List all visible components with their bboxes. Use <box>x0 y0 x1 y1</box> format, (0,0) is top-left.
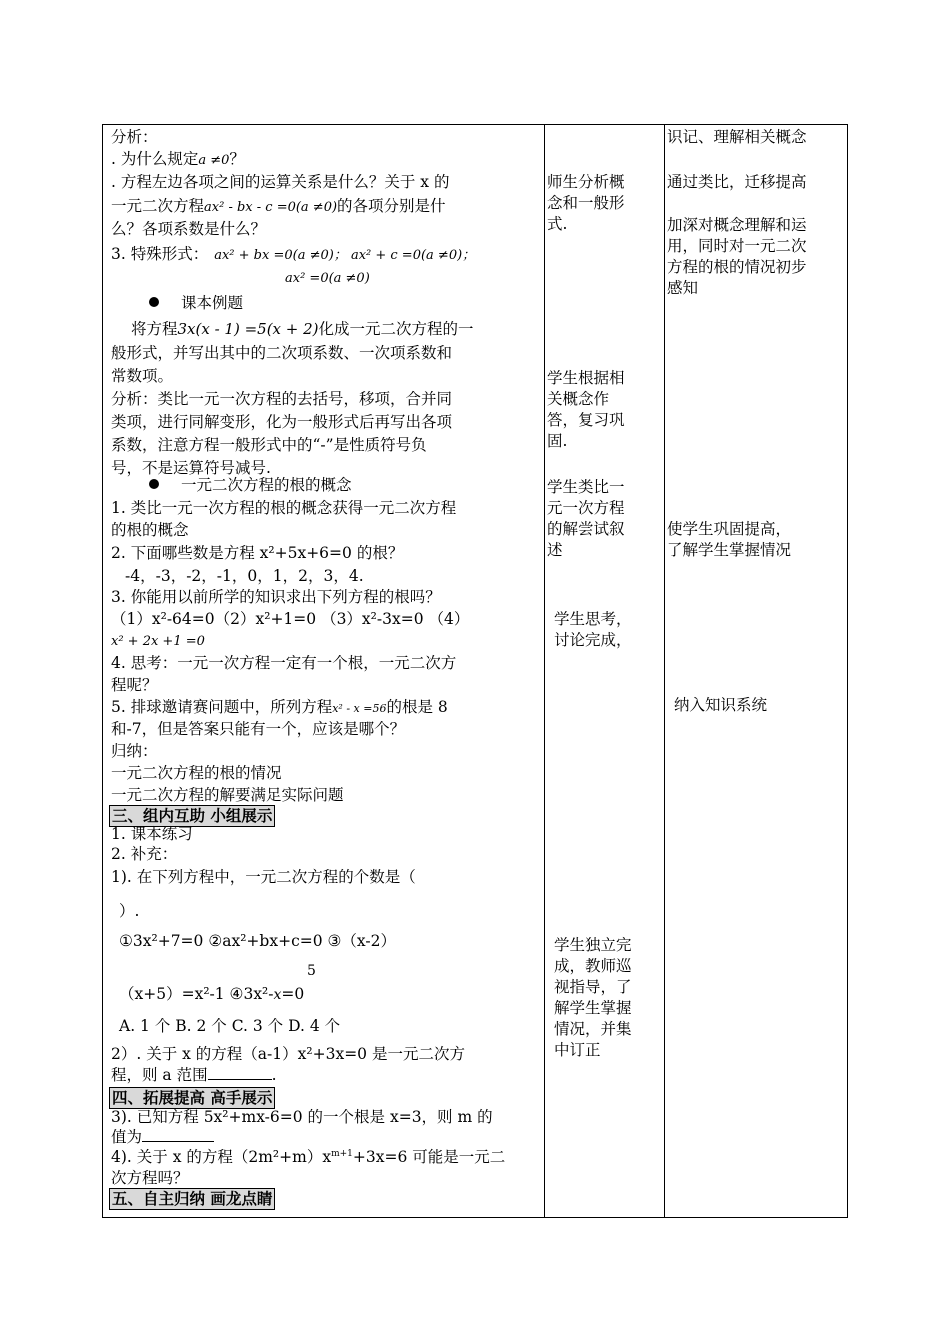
formula-special-form-3: ax² =0(a ≠0) <box>285 271 370 286</box>
section-4-heading: 四、拓展提高 高手展示 <box>109 1087 275 1109</box>
supplement-2-line-2: 程，则 a 范围 . <box>111 1066 277 1084</box>
supplement-2-line-1: 2）. 关于 x 的方程（a-1）x²+3x=0 是一元二次方 <box>111 1045 465 1063</box>
root-item-3-line-2: （1）x²-64=0（2）x²+1=0 （3）x²-3x=0 （4） <box>111 610 470 628</box>
section-5-heading: 五、自主归纳 画龙点睛 <box>109 1188 275 1210</box>
bullet-icon <box>149 297 159 307</box>
activity-column <box>103 125 545 1217</box>
bullet-root-concept: 一元二次方程的根的概念 <box>149 475 352 496</box>
root-item-2-line-2: -4，-3，-2，-1，0，1，2，3，4. <box>125 567 364 585</box>
answer-blank[interactable] <box>142 1141 214 1142</box>
example-line-2: 般形式，并写出其中的二次项系数、一次项系数和 <box>111 344 453 362</box>
root-item-4-line-1: 4. 思考：一元一次方程一定有一个根，一元二次方 <box>111 654 457 672</box>
bullet-icon <box>149 479 159 489</box>
summary-title: 归纳： <box>111 742 158 760</box>
analysis-title: 分析： <box>111 128 158 146</box>
supplement-3-line-1: 3). 已知方程 5x²+mx-6=0 的一个根是 x=3，则 m 的 <box>111 1108 493 1126</box>
question-2-line-2: 一元二次方程ax² - bx - c =0(a ≠0)的各项分别是什 <box>111 197 446 215</box>
fraction-denominator: x <box>273 987 282 1003</box>
practice-2: 2. 补充： <box>111 845 178 863</box>
goal-integrate: 纳入知识系统 <box>674 696 768 714</box>
analysis-line-3: 系数，注意方程一般形式中的“-”是性质符号负 <box>111 436 427 454</box>
supplement-4-line-1: 4). 关于 x 的方程$(2m^2+m)x^{m+1}+3x=6$ 可能是一元二 <box>111 1148 506 1166</box>
root-item-3-line-1: 3. 你能用以前所学的知识求出下列方程的根吗？ <box>111 588 441 606</box>
goal-column <box>664 125 847 1217</box>
formula-a-nonzero: a ≠0 <box>198 153 230 168</box>
analysis-line-4: 号，不是运算符号减号. <box>111 459 271 477</box>
lesson-plan-table <box>102 124 848 1218</box>
supplement-1-options-2: （x+5）=x²-1 ④3x²-x=0 <box>119 985 305 1003</box>
goal-consolidate: 使学生巩固提高， 了解学生掌握情况 <box>667 520 792 559</box>
root-item-4-line-2: 程呢？ <box>111 676 158 694</box>
special-forms: 3. 特殊形式： ax² + bx =0(a ≠0)； ax² + c =0(a ≠0)； <box>111 245 476 263</box>
root-item-5-line-1: 5. 排球邀请赛问题中，所列方程x² - x =56的根是 8 <box>111 698 448 716</box>
answer-blank[interactable] <box>208 1079 272 1080</box>
question-2-line-3: 么？各项系数是什么？ <box>111 220 267 238</box>
root-item-2-line-1: 2. 下面哪些数是方程 x²+5x+6=0 的根？ <box>111 544 404 562</box>
summary-line-1: 一元二次方程的根的情况 <box>111 764 282 782</box>
root-item-3-line-3: x² + 2x +1 =0 <box>111 634 205 649</box>
example-line-1: 将方程3x(x - 1) =5(x + 2)化成一元二次方程的一 <box>131 320 474 338</box>
supplement-1-options-1: ①3x²+7=0 ②ax²+bx+c=0 ③（x-2） <box>119 932 396 950</box>
analysis-line-1: 分析：类比一元一次方程的去括号，移项，合并同 <box>111 390 453 408</box>
question-1: . 为什么规定a ≠0？ <box>111 150 245 168</box>
note-analysis: 师生分析概 念和一般形 式. <box>547 173 625 233</box>
goal-memorize: 识记、理解相关概念 <box>667 128 807 146</box>
note-independent-work: 学生独立完 成，教师巡 视指导，了 解学生掌握 情况，并集 中订正 <box>554 936 632 1059</box>
formula-example: 3x(x - 1) =5(x + 2) <box>177 320 319 338</box>
supplement-1-choices: A. 1 个 B. 2 个 C. 3 个 D. 4 个 <box>119 1017 341 1035</box>
formula-volleyball: x² - x =56 <box>332 702 387 715</box>
example-line-3: 常数项。 <box>111 367 174 385</box>
note-analogy: 学生类比一 元一次方程 的解尝试叙 述 <box>547 478 625 559</box>
note-answer-review: 学生根据相 关概念作 答，复习巩 固. <box>547 369 625 450</box>
goal-deepen: 加深对概念理解和运 用，同时对一元二次 方程的根的情况初步 感知 <box>667 216 807 297</box>
formula-general-form: ax² - bx - c =0(a ≠0) <box>204 200 338 215</box>
summary-line-2: 一元二次方程的解要满足实际问题 <box>111 786 344 804</box>
formula-special-forms: ax² + bx =0(a ≠0)； ax² + c =0(a ≠0)； <box>214 248 476 263</box>
question-2-line-1: . 方程左边各项之间的运算关系是什么？关于 x 的 <box>111 173 450 191</box>
section-3-heading: 三、组内互助 小组展示 <box>109 805 275 827</box>
root-item-1-line-1: 1. 类比一元一次方程的根的概念获得一元二次方程 <box>111 499 457 517</box>
analysis-line-2: 类项，进行同解变形，化为一般形式后再写出各项 <box>111 413 453 431</box>
note-discussion: 学生思考， 讨论完成， <box>554 610 632 649</box>
supplement-1-line-2: ）. <box>119 902 140 920</box>
bullet-textbook-example: 课本例题 <box>149 293 243 314</box>
supplement-1-line-1: 1). 在下列方程中，一元二次方程的个数是（ <box>111 868 416 886</box>
supplement-3-line-2: 值为 <box>111 1127 214 1148</box>
student-activity-column <box>544 125 665 1217</box>
root-item-5-line-2: 和-7，但是答案只能有一个，应该是哪个？ <box>111 720 406 738</box>
practice-1: 1. 课本练习 <box>111 825 193 843</box>
fraction-numerator: 5 <box>307 963 316 979</box>
goal-analogy: 通过类比，迁移提高 <box>667 173 807 191</box>
supplement-4-line-2: 次方程吗？ <box>111 1169 189 1187</box>
root-item-1-line-2: 的根的概念 <box>111 521 189 539</box>
